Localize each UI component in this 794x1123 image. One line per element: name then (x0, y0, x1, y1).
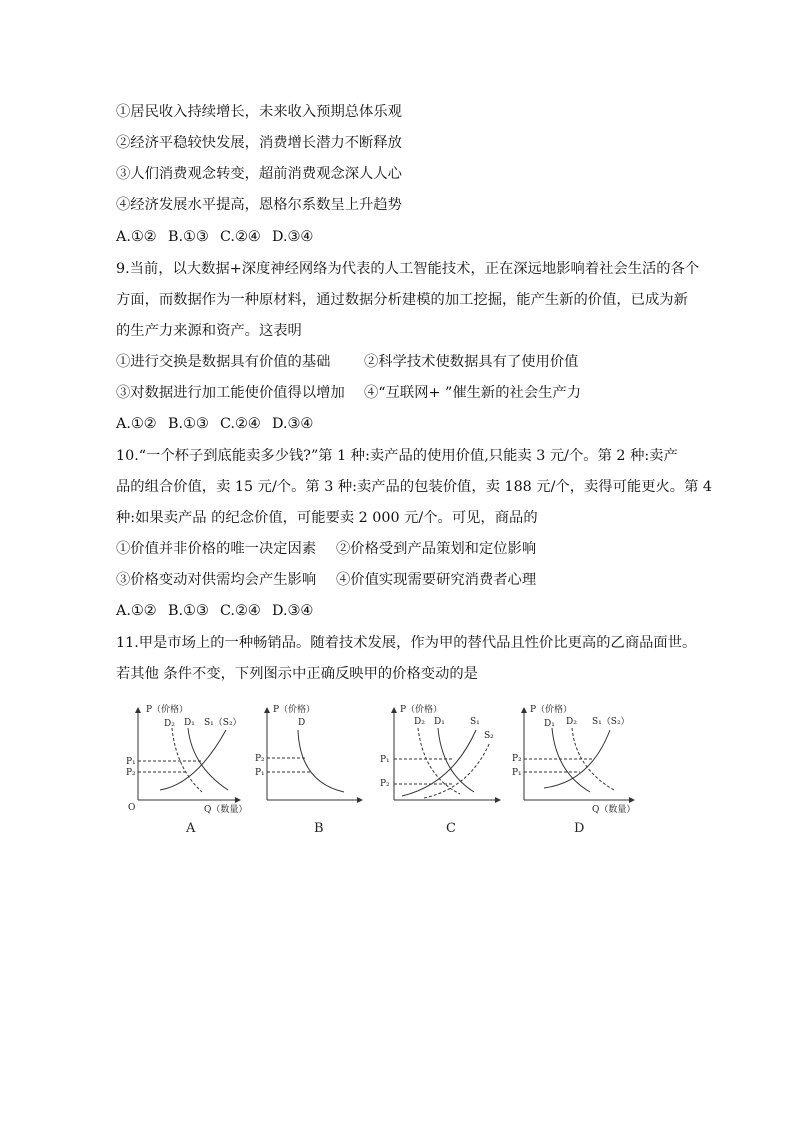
curve-label-s1: S₁ (470, 717, 480, 727)
q9-option-1: ①进行交换是数据具有价值的基础 (116, 354, 331, 370)
price-label-p2: P₂ (512, 754, 522, 764)
caption-c: C (446, 821, 456, 836)
q8-option-1: ①居民收入持续增长，未来收入预期总体乐观 (116, 104, 402, 120)
q9-options-row-1 (116, 352, 578, 372)
q9-stem-line-2: 方面，而数据作为一种原材料，通过数据分析建模的加工挖掘，能产生新的价值，已成为新 (116, 292, 688, 308)
curve-label-d: D (298, 718, 306, 728)
price-label-p2: P₂ (380, 779, 390, 789)
demand-curve-d2 (172, 728, 202, 792)
caption-b: B (314, 821, 324, 836)
choice-c: C.②④ (220, 229, 261, 245)
q10-option-1: ①价值并非价格的唯一决定因素 (116, 541, 317, 557)
q10-stem-line-2: 品的组合价值，卖 15 元/个。第 3 种:卖产品的包装价值，卖 188 元/个，卖得可能更火。第 4 (116, 479, 713, 495)
supply-demand-figures (122, 700, 642, 840)
p-axis-label: P（价格） (530, 705, 573, 715)
q-axis-label: Q（数量） (592, 805, 636, 815)
q8-option-2: ②经济平稳较快发展，消费增长潜力不断释放 (116, 135, 402, 151)
q9-option-4: ④“互联网+ ”催生新的社会生产力 (364, 385, 581, 401)
price-label-p1: P₁ (380, 755, 390, 765)
q10-stem-line-3: 种:如果卖产品 的纪念价值，可能要卖 2 000 元/个。可见，商品的 (116, 510, 538, 526)
q10-option-2: ②价格受到产品策划和定位影响 (336, 541, 537, 557)
q10-option-3: ③价格变动对供需均会产生影响 (116, 572, 317, 588)
choice-b: B.①③ (168, 603, 209, 619)
q8-choices (116, 227, 313, 247)
curve-label-d2: D₂ (566, 717, 577, 727)
curve-label-s1s2: S₁（S₂） (592, 717, 630, 727)
demand-curve-d1 (552, 728, 590, 792)
price-label-p1: P₁ (126, 757, 136, 767)
caption-a: A (186, 821, 196, 836)
p-axis-label: P（价格） (273, 705, 316, 715)
curve-label-d1: D₁ (434, 717, 445, 727)
price-label-p2: P₂ (126, 768, 136, 778)
p-axis-label: P（价格） (400, 705, 443, 715)
price-label-p1: P₁ (512, 768, 522, 778)
graph-b (255, 703, 362, 800)
choice-d: D.③④ (272, 416, 314, 432)
q9-choices (116, 414, 313, 434)
q-axis-label: Q（数量） (204, 805, 248, 815)
q8-option-4: ④经济发展水平提高，恩格尔系数呈上升趋势 (116, 197, 402, 213)
choice-a: A.①② (116, 416, 157, 432)
q10-options-row-2 (116, 570, 536, 590)
origin-label: O (128, 803, 136, 813)
curve-label-s1s2: S₁（S₂） (204, 718, 242, 728)
choice-d: D.③④ (272, 229, 314, 245)
demand-curve-d (298, 730, 344, 792)
q11-stem-line-2: 若其他 条件不变，下列图示中正确反映甲的价格变动的是 (116, 666, 478, 682)
graph-d (512, 703, 635, 815)
q10-option-4: ④价值实现需要研究消费者心理 (336, 572, 537, 588)
choice-b: B.①③ (168, 229, 209, 245)
curve-label-d1: D₁ (184, 718, 195, 728)
caption-d: D (574, 821, 585, 836)
p-axis-label: P（价格） (146, 705, 189, 715)
q9-options-row-2 (116, 383, 581, 403)
demand-curve-d2 (572, 728, 614, 790)
q10-options-row-1 (116, 539, 536, 559)
curve-label-d2: D₂ (164, 719, 175, 729)
choice-c: C.②④ (220, 416, 261, 432)
choice-b: B.①③ (168, 416, 209, 432)
supply-curve-s1 (402, 730, 476, 796)
supply-curve-s2 (424, 742, 490, 798)
q9-stem-line-1: 9.当前，以大数据+深度神经网络为代表的人工智能技术，正在深远地影响着社会生活的各个 (116, 261, 700, 277)
q11-stem-line-1: 11.甲是市场上的一种畅销品。随着技术发展，作为甲的替代品且性价比更高的乙商品面世。 (116, 635, 697, 651)
q8-option-3: ③人们消费观念转变，超前消费观念深人人心 (116, 166, 402, 182)
choice-a: A.①② (116, 603, 157, 619)
choice-d: D.③④ (272, 603, 314, 619)
graph-c (380, 703, 500, 800)
q9-option-2: ②科学技术使数据具有了使用价值 (364, 354, 579, 370)
price-label-p2: P₂ (255, 754, 265, 764)
graph-a (126, 703, 247, 815)
curve-label-d2: D₂ (414, 717, 425, 727)
q10-choices (116, 601, 313, 621)
q10-stem-line-1: 10.“一个杯子到底能卖多少钱?”第 1 种:卖产品的使用价值,只能卖 3 元/个。第 2 种:卖产 (116, 448, 678, 464)
choice-a: A.①② (116, 229, 157, 245)
choice-c: C.②④ (220, 603, 261, 619)
curve-label-s2: S₂ (484, 731, 494, 741)
curve-label-d1: D₁ (544, 719, 555, 729)
price-label-p1: P₁ (255, 768, 265, 778)
q9-stem-line-3: 的生产力来源和资产。这表明 (116, 323, 302, 339)
q9-option-3: ③对数据进行加工能使价值得以增加 (116, 385, 345, 401)
